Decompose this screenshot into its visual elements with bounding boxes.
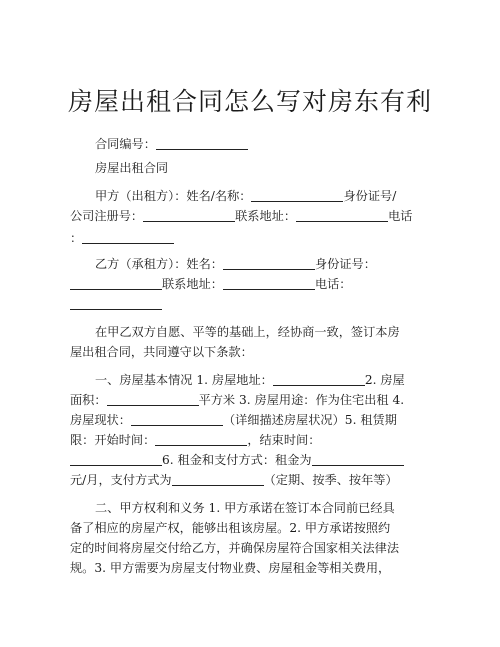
party-b-address-label: 联系地址： bbox=[162, 277, 223, 291]
contract-number-label: 合同编号： bbox=[95, 137, 156, 151]
sec1-payment-blank bbox=[172, 472, 264, 486]
party-b-name-label: 乙方（承租方）：姓名： bbox=[95, 257, 223, 271]
sec1-line-1 bbox=[95, 370, 457, 390]
sec1-line-4 bbox=[70, 430, 432, 450]
party-a-line-2 bbox=[70, 206, 432, 226]
party-b-phone-blank bbox=[70, 296, 162, 310]
sec1-address-blank bbox=[273, 372, 365, 386]
sec1-start-blank bbox=[155, 432, 247, 446]
sec1-line-2 bbox=[70, 390, 432, 410]
party-a-address-blank bbox=[296, 208, 388, 222]
sec2-line-1: 二、甲方权利和义务 1. 甲方承诺在签订本合同前已经具 bbox=[95, 501, 395, 515]
sec1-line-3 bbox=[70, 410, 432, 430]
intro-line-2: 屋出租合同，共同遵守以下条款： bbox=[70, 345, 253, 359]
sec1-payment-note: （定期、按季、按年等） bbox=[263, 473, 398, 487]
sec1-area-blank bbox=[107, 392, 199, 406]
party-a-address-label: 联系地址： bbox=[235, 209, 297, 223]
party-b-name-blank bbox=[223, 256, 315, 270]
sec1-status-label: 房屋现状： bbox=[70, 413, 131, 427]
contract-name: 房屋出租合同 bbox=[95, 161, 169, 175]
sec1-status-blank bbox=[131, 412, 223, 426]
party-a-name-blank bbox=[251, 188, 343, 202]
party-a-phone-colon: ： bbox=[70, 231, 83, 245]
sec1-start-label: 限：开始时间： bbox=[70, 433, 156, 447]
party-a-name-label: 甲方（出租方）：姓名/名称： bbox=[95, 189, 252, 203]
sec1-address-label: 一、房屋基本情况 1. 房屋地址： bbox=[95, 373, 273, 387]
sec2-line-2: 备了相应的房屋产权，能够出租该房屋。2. 甲方承诺按照约 bbox=[70, 521, 391, 535]
document-title: 房屋出租合同怎么写对房东有利 bbox=[67, 87, 432, 116]
contract-number-line bbox=[95, 134, 457, 154]
party-a-reg-label: 公司注册号： bbox=[70, 209, 144, 223]
party-b-line-1 bbox=[95, 254, 457, 274]
party-a-line-1 bbox=[95, 186, 457, 206]
sec2-line-3: 定的时间将房屋交付给乙方，并确保房屋符合国家相关法律法 bbox=[70, 541, 400, 555]
party-b-address-blank bbox=[223, 276, 315, 290]
party-b-line-2 bbox=[70, 274, 432, 294]
sec1-end-blank bbox=[70, 452, 162, 466]
party-a-phone-blank bbox=[82, 230, 174, 244]
party-a-reg-blank bbox=[143, 208, 235, 222]
sec1-area-prefix: 面积： bbox=[70, 393, 107, 407]
party-a-line-3 bbox=[70, 228, 432, 248]
sec1-end-label: ，结束时间： bbox=[247, 433, 321, 447]
sec1-status-note: （详细描述房屋状况）5. 租赁期 bbox=[222, 413, 397, 427]
sec1-line-6 bbox=[70, 470, 432, 490]
sec1-area-label: 2. 房屋 bbox=[364, 373, 405, 387]
sec1-line-5 bbox=[70, 450, 432, 470]
party-a-id-label: 身份证号/ bbox=[343, 189, 397, 203]
party-b-id-blank bbox=[70, 276, 162, 290]
sec1-rent-blank bbox=[312, 452, 404, 466]
party-b-phone-label: 电话： bbox=[314, 277, 352, 291]
sec1-payment-label: 元/月，支付方式为 bbox=[70, 473, 172, 487]
sec1-rent-label: 6. 租金和支付方式：租金为 bbox=[162, 453, 312, 467]
sec1-usage-text: 平方米 3. 房屋用途：作为住宅出租 4. bbox=[198, 393, 405, 407]
party-b-id-label: 身份证号： bbox=[314, 257, 376, 271]
sec2-line-4: 规。3. 甲方需要为房屋支付物业费、房屋租金等相关费用， bbox=[70, 561, 391, 575]
party-a-phone-label: 电话 bbox=[388, 209, 413, 223]
intro-line-1: 在甲乙双方自愿、平等的基础上，经协商一致，签订本房 bbox=[95, 325, 400, 339]
contract-number-blank bbox=[156, 136, 248, 150]
party-b-line-3 bbox=[70, 294, 432, 314]
